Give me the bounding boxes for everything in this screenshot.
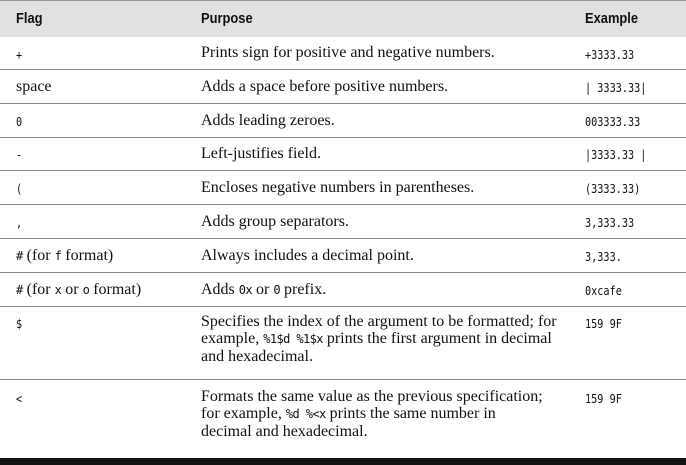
flag-cell: ,	[16, 216, 23, 230]
purpose-cell: Adds leading zeroes.	[201, 112, 335, 129]
example-cell: (3333.33)	[585, 182, 641, 196]
table-row	[0, 307, 686, 380]
flag-cell: space	[16, 78, 52, 95]
example-cell: 3,333.33	[585, 216, 635, 230]
table-row	[0, 138, 686, 171]
header-flag: Flag	[16, 10, 43, 27]
example-cell: 0xcafe	[585, 284, 622, 298]
table-row	[0, 171, 686, 205]
flag-cell: # (for x or o format)	[16, 281, 142, 298]
table-row	[0, 70, 686, 104]
purpose-cell: Formats the same value as the previous specification; for example, %d %<x prints the same number in decimal and hexadecimal.	[201, 388, 543, 440]
purpose-cell: Adds a space before positive numbers.	[201, 78, 449, 95]
flag-cell: +	[16, 48, 23, 62]
purpose-cell: Adds group separators.	[201, 213, 349, 230]
example-cell: 159 9F	[585, 317, 622, 331]
example-cell: |3333.33 |	[585, 148, 647, 162]
example-cell: 159 9F	[585, 392, 622, 406]
flag-cell: 0	[16, 115, 23, 129]
example-cell: +3333.33	[585, 48, 635, 62]
purpose-cell: Encloses negative numbers in parentheses.	[201, 179, 475, 196]
example-cell: 3,333.	[585, 250, 622, 264]
purpose-cell: Always includes a decimal point.	[201, 247, 414, 264]
flag-cell: -	[16, 148, 23, 162]
purpose-cell: Specifies the index of the argument to be formatted; for example, %1$d %1$x prints the first argument in decimal and hexadecimal.	[201, 313, 557, 365]
purpose-cell: Adds 0x or 0 prefix.	[201, 281, 327, 298]
example-cell: | 3333.33|	[585, 81, 647, 95]
table-row	[0, 273, 686, 307]
table-bottom-rule	[0, 458, 686, 465]
header-example: Example	[585, 10, 639, 27]
flag-cell: (	[16, 182, 23, 196]
table-row	[0, 380, 686, 456]
flag-cell: # (for f format)	[16, 247, 114, 264]
example-cell: 003333.33	[585, 115, 641, 129]
header-purpose: Purpose	[201, 10, 253, 27]
table-header	[0, 0, 686, 37]
purpose-cell: Prints sign for positive and negative numbers.	[201, 44, 495, 61]
table-row	[0, 205, 686, 239]
table-row	[0, 239, 686, 273]
flag-cell: <	[16, 392, 23, 406]
flag-cell: $	[16, 317, 23, 331]
table-row	[0, 104, 686, 138]
purpose-cell: Left-justifies field.	[201, 145, 321, 162]
table-row	[0, 37, 686, 70]
